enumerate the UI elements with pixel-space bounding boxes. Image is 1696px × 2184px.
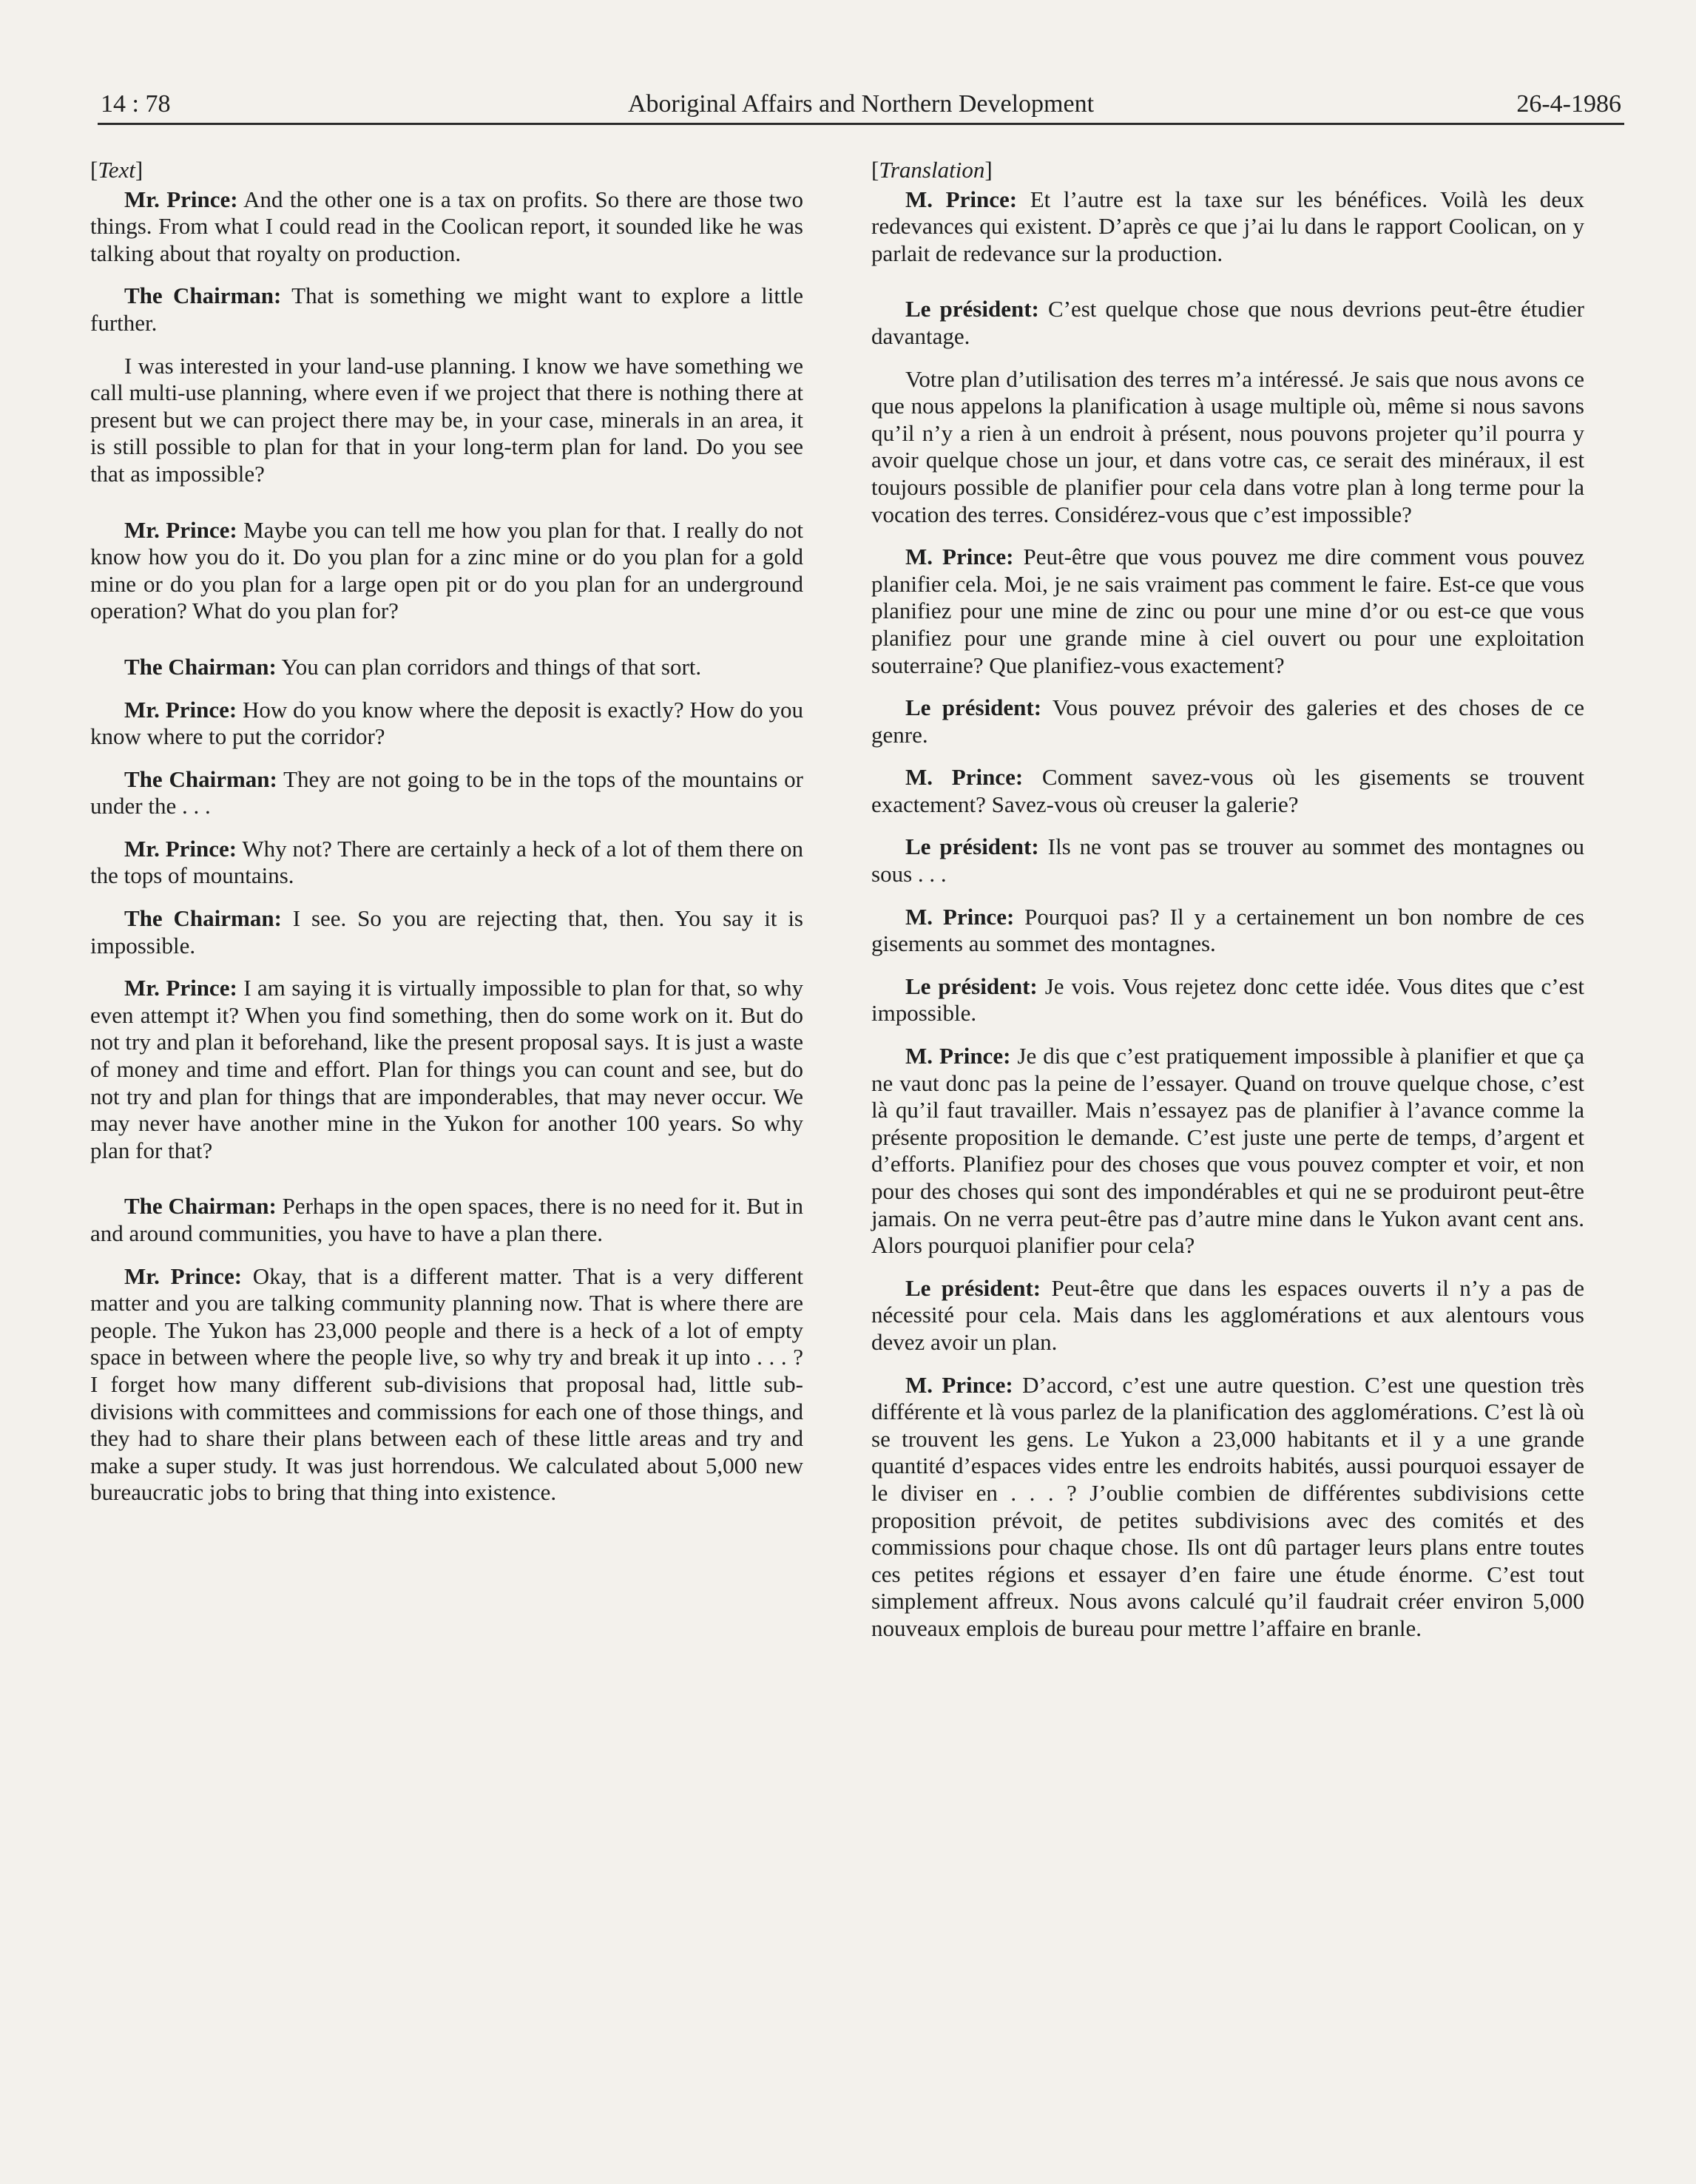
speech-text: Et l’autre est la taxe sur les bénéfices. Voilà les deux redevances qui existent. D’après ce que j’ai lu dans le rapport Coolican, on y parlait de redevance sur la production.	[871, 186, 1585, 266]
speech-text: That is something we might want to explore a little further.	[90, 283, 803, 336]
transcript-paragraph	[871, 764, 1584, 818]
speech-text: Peut-être que dans les espaces ouverts il n’y a pas de nécessité pour cela. Mais dans les agglomérations et aux alentours vous devez avoir un plan.	[871, 1274, 1584, 1355]
speech-text: And the other one is a tax on profits. So there are those two things. From what I could read in the Coolican report, it sounded like he was talking about that royalty on production.	[90, 186, 803, 266]
transcript-paragraph	[90, 283, 803, 337]
speaker-name: Le président:	[905, 1274, 1041, 1301]
speaker-name: Le président:	[905, 694, 1042, 721]
speaker-name: Mr. Prince:	[124, 975, 237, 1001]
transcript-paragraph	[871, 1043, 1584, 1260]
speech-text: They are not going to be in the tops of the mountains or under the . . .	[90, 765, 803, 819]
transcript-paragraph	[871, 296, 1584, 350]
speech-text: Pourquoi pas? Il y a certainement un bon nombre de ces gisements au sommet des montagnes.	[871, 903, 1585, 957]
speaker-name: Le président:	[905, 834, 1039, 860]
speaker-name: Mr. Prince:	[124, 696, 237, 723]
speaker-name: M. Prince:	[905, 903, 1015, 930]
column-label: [Translation]	[871, 157, 993, 183]
french-column	[871, 157, 1584, 1658]
speaker-name: M. Prince:	[905, 1043, 1011, 1069]
transcript-paragraph	[90, 517, 803, 625]
page-date: 26-4-1986	[1516, 90, 1621, 118]
spacer	[90, 640, 803, 654]
speaker-name: The Chairman:	[124, 653, 277, 680]
speaker-name: The Chairman:	[124, 283, 282, 309]
transcript-paragraph	[90, 1263, 803, 1507]
speaker-name: M. Prince:	[905, 544, 1014, 570]
speaker-name: The Chairman:	[124, 765, 277, 792]
speech-text: Comment savez-vous où les gisements se trouvent exactement? Savez-vous où creuser la galerie?	[871, 764, 1585, 817]
transcript-paragraph	[871, 186, 1584, 268]
spacer	[90, 504, 803, 517]
transcript-paragraph	[90, 975, 803, 1164]
speaker-name: Le président:	[905, 296, 1039, 322]
transcript-paragraph	[90, 836, 803, 890]
transcript-paragraph	[90, 654, 803, 681]
speech-text: Maybe you can tell me how you plan for that. I really do not know how you do it. Do you plan for a zinc mine or do you plan for a gold mine or do you plan for a large open pit or do you plan for an underground operation? What do you plan for?	[90, 516, 804, 624]
transcript-paragraph	[871, 694, 1584, 748]
speaker-name: Le président:	[905, 973, 1038, 999]
speech-text: You can plan corridors and things of that sort.	[281, 653, 702, 680]
speech-text: Vous pouvez prévoir des galeries et des choses de ce genre.	[871, 694, 1584, 748]
transcript-paragraph	[90, 186, 803, 268]
column-label: [Text]	[90, 157, 143, 183]
transcript-paragraph	[871, 973, 1584, 1027]
transcript-paragraph	[871, 366, 1584, 529]
speech-text: Je vois. Vous rejetez donc cette idée. Vous dites que c’est impossible.	[871, 973, 1584, 1027]
speech-text: I was interested in your land-use planning. I know we have something we call multi-use planning, where even if we project that there is nothing there at present but we can project there may be, in your case, minerals in an area, it is still possible to plan for that in your long-term plan for land. Do you see that as impossible?	[90, 352, 803, 487]
speaker-name: Mr. Prince:	[124, 1262, 243, 1289]
speaker-name: M. Prince:	[905, 764, 1024, 791]
column-label-text: Text	[98, 157, 135, 183]
speaker-name: M. Prince:	[905, 1371, 1013, 1398]
speech-text: Peut-être que vous pouvez me dire comment vous pouvez planifier cela. Moi, je ne sais vraiment pas comment le faire. Est-ce que vous planifiez pour une mine de zinc ou pour une mine d’or ou est-ce que vous planifiez pour une grande mine à ciel ouvert ou pour une exploitation souterraine? Que planifiez-vous exactement?	[871, 544, 1584, 678]
speech-text: Why not? There are certainly a heck of a lot of them there on the tops of mountains.	[90, 835, 803, 889]
speech-text: Votre plan d’utilisation des terres m’a intéressé. Je sais que nous avons ce que nous appelons la planification à usage multiple où, même si nous savons qu’il n’y a rien à un endroit à présent, nous pouvons projeter qu’il pourra y avoir quelque chose un jour, et dans votre cas, ce serait des minéraux, il est toujours possible de planifier pour cela dans votre plan à long terme pour la vocation des terres. Considérez-vous que c’est impossible?	[871, 365, 1584, 527]
spacer	[90, 1180, 803, 1193]
speech-text: How do you know where the deposit is exactly? How do you know where to put the corridor?	[90, 696, 803, 750]
transcript-paragraph	[871, 544, 1584, 679]
transcript-paragraph	[871, 1372, 1584, 1643]
english-column	[90, 157, 803, 1522]
speech-text: Ils ne vont pas se trouver au sommet des montagnes ou sous . . .	[871, 834, 1585, 888]
column-label-text: Translation	[879, 157, 985, 183]
speaker-name: M. Prince:	[905, 186, 1018, 212]
transcript-paragraph	[90, 766, 803, 820]
speaker-name: Mr. Prince:	[124, 186, 238, 212]
transcript-paragraph	[90, 353, 803, 488]
speech-text: D’accord, c’est une autre question. C’est une question très différente et là vous parlez de la planification des agglomérations. C’est là où se trouvent les gens. Le Yukon a 23,000 habitants et il y a une grande quantité d’espaces vides entre les endroits habités, aussi pourquoi essayer de le diviser en . . . ? J’oublie combien de différentes subdivisions cette proposition prévoit, de petites subdivisions avec des comités et des commissions pour chaque chose. Ils ont dû partager leurs plans entre toutes ces petites régions et essayer d’en faire une étude énorme. C’est tout simplement affreux. Nous avons calculé qu’il faudrait créer environ 5,000 nouveaux emplois de bureau pour mettre l’affaire en branle.	[871, 1371, 1584, 1641]
transcript-paragraph	[90, 1193, 803, 1247]
speech-text: Je dis que c’est pratiquement impossible à planifier et que ça ne vaut donc pas la peine de l’essayer. Quand on trouve quelque chose, c’est là qu’il faut travailler. Mais n’essayez pas de planifier à l’avance comme la présente proposition le demande. C’est juste une perte de temps, d’argent et d’efforts. Planifiez pour des choses que vous pouvez compter et voir, et non pour des choses qui sont des impondérables et qui ne se produiront peut-être jamais. On ne verra peut-être pas d’autre mine dans le Yukon avant cent ans. Alors pourquoi planifier pour cela?	[871, 1043, 1584, 1259]
transcript-paragraph	[871, 904, 1584, 958]
speech-text: Okay, that is a different matter. That is a very different matter and you are talking community planning now. That is where there are people. The Yukon has 23,000 people and there is a heck of a lot of empty space in between where the people live, so why try and break it up into . . . ? I forget how many different sub-divisions that proposal had, little sub-divisions with committees and commissions for each one of those things, and they had to share their plans between each of these little areas and try and make a super study. It was just horrendous. We calculated about 5,000 new bureaucratic jobs to bring that thing into existence.	[90, 1262, 803, 1506]
speech-text: Perhaps in the open spaces, there is no need for it. But in and around communities, you have to have a plan there.	[90, 1193, 803, 1246]
spacer	[871, 283, 1584, 296]
speaker-name: Mr. Prince:	[124, 516, 237, 543]
speaker-name: Mr. Prince:	[124, 835, 237, 862]
transcript-paragraph	[871, 1275, 1584, 1356]
page-header	[98, 80, 1624, 125]
speech-text: C’est quelque chose que nous devrions peut-être étudier davantage.	[871, 296, 1585, 349]
transcript-paragraph	[90, 697, 803, 751]
speaker-name: The Chairman:	[124, 905, 282, 932]
speech-text: I see. So you are rejecting that, then. You say it is impossible.	[90, 905, 803, 959]
transcript-paragraph	[871, 834, 1584, 888]
speech-text: I am saying it is virtually impossible to plan for that, so why even attempt it? When you find something, then do some work on it. But do not try and plan it beforehand, like the present proposal says. It is just a waste of money and time and effort. Plan for things you can count and see, but do not try and plan for things that are imponderables, that may never occur. We may never have another mine in the Yukon for another 100 years. So why plan for that?	[90, 975, 803, 1163]
page-number: 14 : 78	[101, 90, 171, 118]
transcript-paragraph	[90, 905, 803, 959]
speaker-name: The Chairman:	[124, 1193, 277, 1220]
running-title: Aboriginal Affairs and Northern Development	[627, 90, 1095, 118]
